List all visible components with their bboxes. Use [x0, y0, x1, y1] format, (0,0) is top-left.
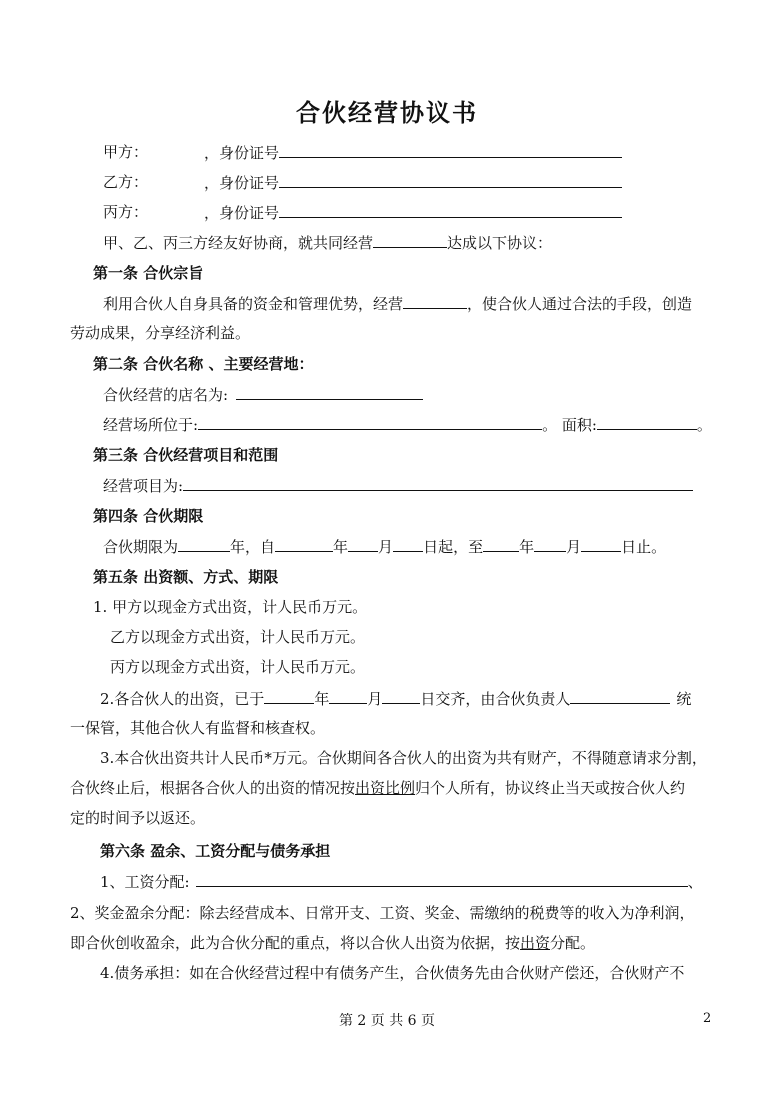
capital-item-1: 1. 甲方以现金方式出资，计人民币万元。 [93, 598, 368, 616]
wage-line [100, 872, 703, 891]
capital-item-3-line3: 定的时间予以返还。 [70, 809, 206, 827]
intro-after: 达成以下协议： [447, 234, 553, 252]
store-name-blank[interactable] [236, 385, 423, 400]
intro-business-blank[interactable] [373, 233, 447, 248]
article-4-heading: 第四条 合伙期限 [93, 507, 204, 525]
article-1-heading: 第一条 合伙宗旨 [93, 264, 204, 282]
manager-blank[interactable] [570, 689, 670, 704]
wage-end: 、 [687, 873, 703, 891]
party-c-label: 丙方： [103, 203, 149, 221]
article-1-text-b: ，使合伙人通过合法的手段，创造 [467, 295, 693, 313]
bonus-line2 [70, 934, 595, 952]
bonus-capital-link: 出资 [520, 934, 551, 952]
article-5-heading: 第五条 出资额、方式、期限 [93, 568, 279, 586]
party-b-label: 乙方： [103, 173, 149, 191]
term-text-from: 年，自 [230, 538, 276, 556]
page-info: 第 2 页 共 6 页 [338, 1013, 436, 1029]
end-year-blank[interactable] [483, 537, 519, 552]
capital-item-2 [100, 689, 691, 708]
area-label: 。 面积: [542, 416, 597, 434]
capital-item-2-line2: 一保管，其他合伙人有监督和核查权。 [70, 719, 326, 737]
wage-blank[interactable] [196, 872, 688, 887]
capital-item-1c: 丙方以现金方式出资，计人民币万元。 [110, 658, 366, 676]
bonus-line1: 2、奖金盈余分配：除去经营成本、日常开支、工资、奖金、需缴纳的税费等的收入为净利润， [70, 904, 695, 922]
party-b-id-blank[interactable] [279, 173, 622, 188]
debt-line1: 4.债务承担：如在合伙经营过程中有债务产生，合伙债务先由合伙财产偿还，合伙财产不 [100, 964, 685, 982]
capital-item-3-line2 [70, 779, 685, 797]
start-year-blank[interactable] [275, 537, 333, 552]
party-c-id-blank[interactable] [279, 203, 622, 218]
capital-item-3-line1: 3.本合伙出资共计人民币*万元。合伙期间各合伙人的出资为共有财产，不得随意请求分割， [100, 749, 707, 767]
document-title: 合伙经营协议书 [296, 99, 478, 127]
intro-paragraph [103, 233, 552, 252]
location-label: 经营场所位于: [103, 416, 199, 434]
party-b-line [103, 173, 148, 191]
article-3-heading: 第三条 合伙经营项目和范围 [93, 446, 279, 464]
term-line [103, 537, 666, 556]
bonus-text-a: 即合伙创收盈余，此为合伙分配的重点，将以合伙人出资为依据，按 [70, 934, 521, 952]
capital-ratio-link: 出资比例 [355, 779, 416, 797]
term-end-month-text: 月 [566, 538, 582, 556]
store-name-line [103, 385, 423, 404]
party-b-id-label: ，身份证号 [204, 174, 280, 192]
party-a-line [103, 143, 148, 161]
location-line [103, 415, 712, 434]
party-a-id [204, 143, 622, 162]
end-day-blank[interactable] [581, 537, 621, 552]
capital-item-2-year: 年 [314, 690, 330, 708]
party-b-id [204, 173, 622, 192]
capital-item-3-text-b: 归个人所有，协议终止当天或按合伙人约 [415, 779, 686, 797]
term-until-text: 日起，至 [423, 538, 484, 556]
capital-item-1b: 乙方以现金方式出资，计人民币万元。 [110, 628, 366, 646]
paid-day-blank[interactable] [382, 689, 420, 704]
store-name-label: 合伙经营的店名为: [103, 386, 229, 404]
party-c-line [103, 203, 148, 221]
capital-item-3-text-a: 合伙终止后，根据各合伙人的出资的情况按 [70, 779, 356, 797]
term-month-text: 月 [378, 538, 394, 556]
article-1-text-a: 利用合伙人自身具备的资金和管理优势，经营 [103, 295, 404, 313]
paid-year-blank[interactable] [264, 689, 314, 704]
start-day-blank[interactable] [393, 537, 423, 552]
article-2-heading: 第二条 合伙名称 、主要经营地： [93, 355, 314, 373]
intro-before: 甲、乙、丙三方经友好协商，就共同经营 [103, 234, 374, 252]
article-1-line1 [103, 294, 692, 313]
capital-item-2-text-a: 2.各合伙人的出资，已于 [100, 690, 265, 708]
capital-item-2-month: 月 [367, 690, 383, 708]
party-a-id-label: ，身份证号 [204, 144, 280, 162]
paid-month-blank[interactable] [329, 689, 367, 704]
term-year-text: 年 [333, 538, 349, 556]
area-end: 。 [696, 416, 712, 434]
article-6-heading: 第六条 盈余、工资分配与债务承担 [100, 842, 331, 860]
term-label: 合伙期限为 [103, 538, 179, 556]
location-blank[interactable] [198, 415, 542, 430]
end-month-blank[interactable] [534, 537, 566, 552]
capital-item-2-text-e: 统 [676, 690, 692, 708]
article-1-business-blank[interactable] [403, 294, 467, 309]
scope-label: 经营项目为: [103, 477, 184, 495]
scope-line [103, 476, 693, 495]
party-a-id-blank[interactable] [279, 143, 622, 158]
scope-blank[interactable] [183, 476, 693, 491]
party-c-id-label: ，身份证号 [204, 204, 280, 222]
wage-label: 1、工资分配: [100, 873, 190, 891]
article-1-line2: 劳动成果，分享经济利益。 [70, 324, 251, 342]
party-a-label: 甲方： [103, 143, 149, 161]
page-number: 2 [703, 1011, 712, 1026]
term-end-year-text: 年 [519, 538, 535, 556]
term-end-text: 日止。 [621, 538, 667, 556]
area-blank[interactable] [597, 415, 697, 430]
party-c-id [204, 203, 622, 222]
term-years-blank[interactable] [178, 537, 230, 552]
start-month-blank[interactable] [348, 537, 378, 552]
capital-item-2-text-d: 日交齐，由合伙负责人 [420, 690, 571, 708]
bonus-text-b: 分配。 [550, 934, 596, 952]
